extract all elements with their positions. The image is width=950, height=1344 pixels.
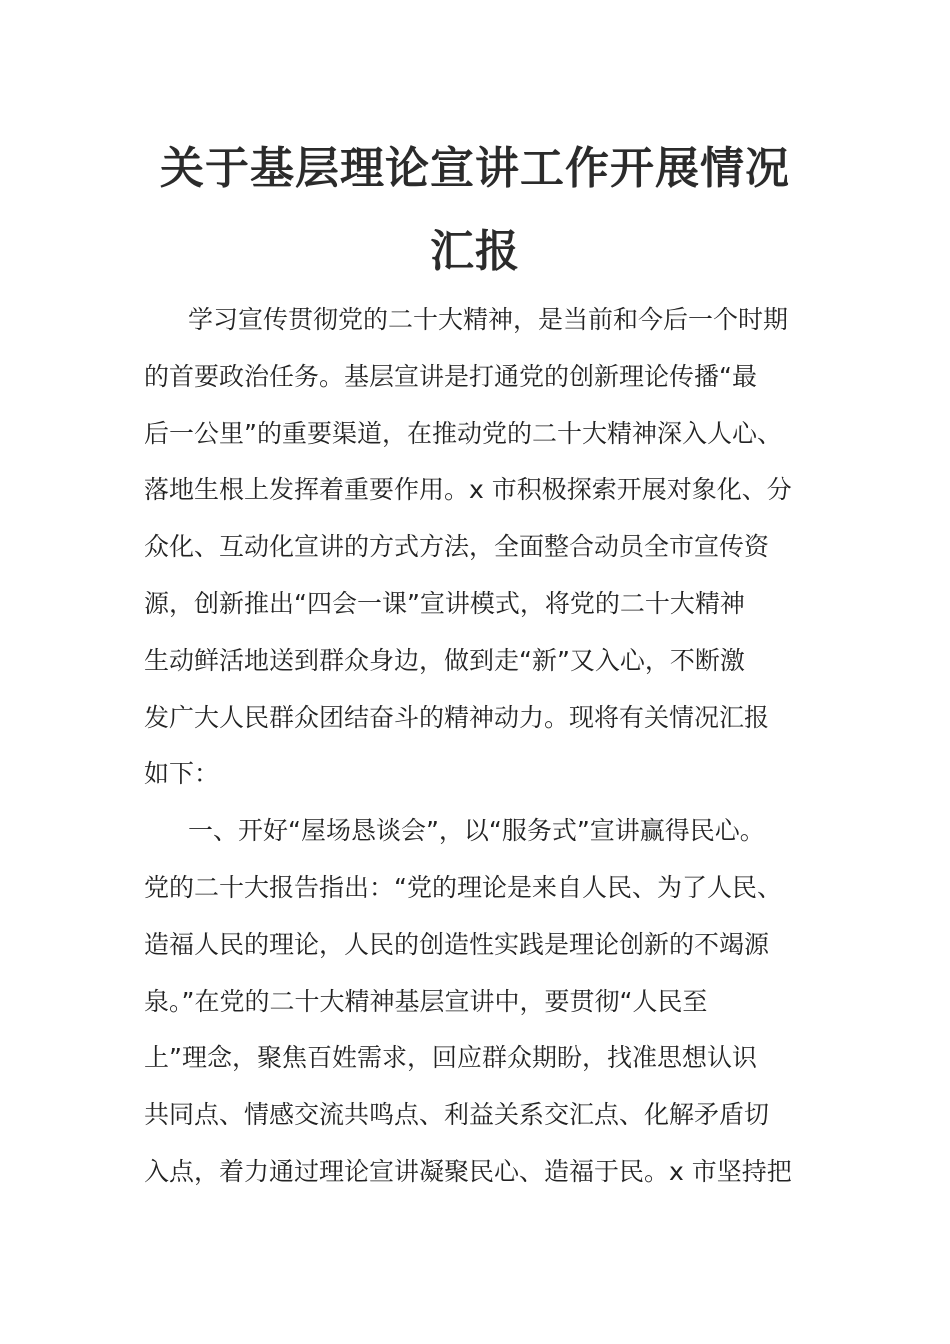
paragraph-1-line-7: 生动鲜活地送到群众身边，做到走“新”又入心，不断激 (144, 645, 745, 675)
document-title-line-2: 汇报 (430, 226, 520, 277)
paragraph-2-line-3: 造福人民的理论，人民的创造性实践是理论创新的不竭源 (144, 929, 770, 959)
paragraph-1-line-2: 的首要政治任务。基层宣讲是打通党的创新理论传播“最 (144, 361, 757, 391)
paragraph-2-line-1: 一、开好“屋场恳谈会”，以“服务式”宣讲赢得民心。 (188, 816, 765, 846)
paragraph-2-line-6: 共同点、情感交流共鸣点、利益关系交汇点、化解矛盾切 (144, 1100, 770, 1130)
document-title-line-1: 关于基层理论宣讲工作开展情况 (160, 143, 790, 194)
paragraph-1-line-9: 如下： (144, 759, 220, 789)
paragraph-1-line-5: 众化、互动化宣讲的方式方法，全面整合动员全市宣传资 (144, 532, 770, 562)
paragraph-2-line-4: 泉。”在党的二十大精神基层宣讲中，要贯彻“人民至 (144, 986, 708, 1016)
paragraph-2-line-5: 上”理念，聚焦百姓需求，回应群众期盼，找准思想认识 (144, 1043, 757, 1073)
paragraph-1-line-6: 源，创新推出“四会一课”宣讲模式，将党的二十大精神 (144, 588, 745, 618)
paragraph-1-line-1: 学习宣传贯彻党的二十大精神，是当前和今后一个时期 (188, 305, 789, 334)
paragraph-2-line-2: 党的二十大报告指出：“党的理论是来自人民、为了人民、 (144, 872, 782, 902)
paragraph-1-line-8: 发广大人民群众团结奋斗的精神动力。现将有关情况汇报 (144, 702, 770, 732)
document-body (144, 292, 824, 1201)
paragraph-1-line-4: 落地生根上发挥着重要作用。x 市积极探索开展对象化、分 (144, 475, 792, 505)
paragraph-2-line-7: 入点，着力通过理论宣讲凝聚民心、造福于民。x 市坚持把 (144, 1156, 792, 1186)
paragraph-1-line-3: 后一公里”的重要渠道，在推动党的二十大精神深入人心、 (144, 418, 782, 448)
